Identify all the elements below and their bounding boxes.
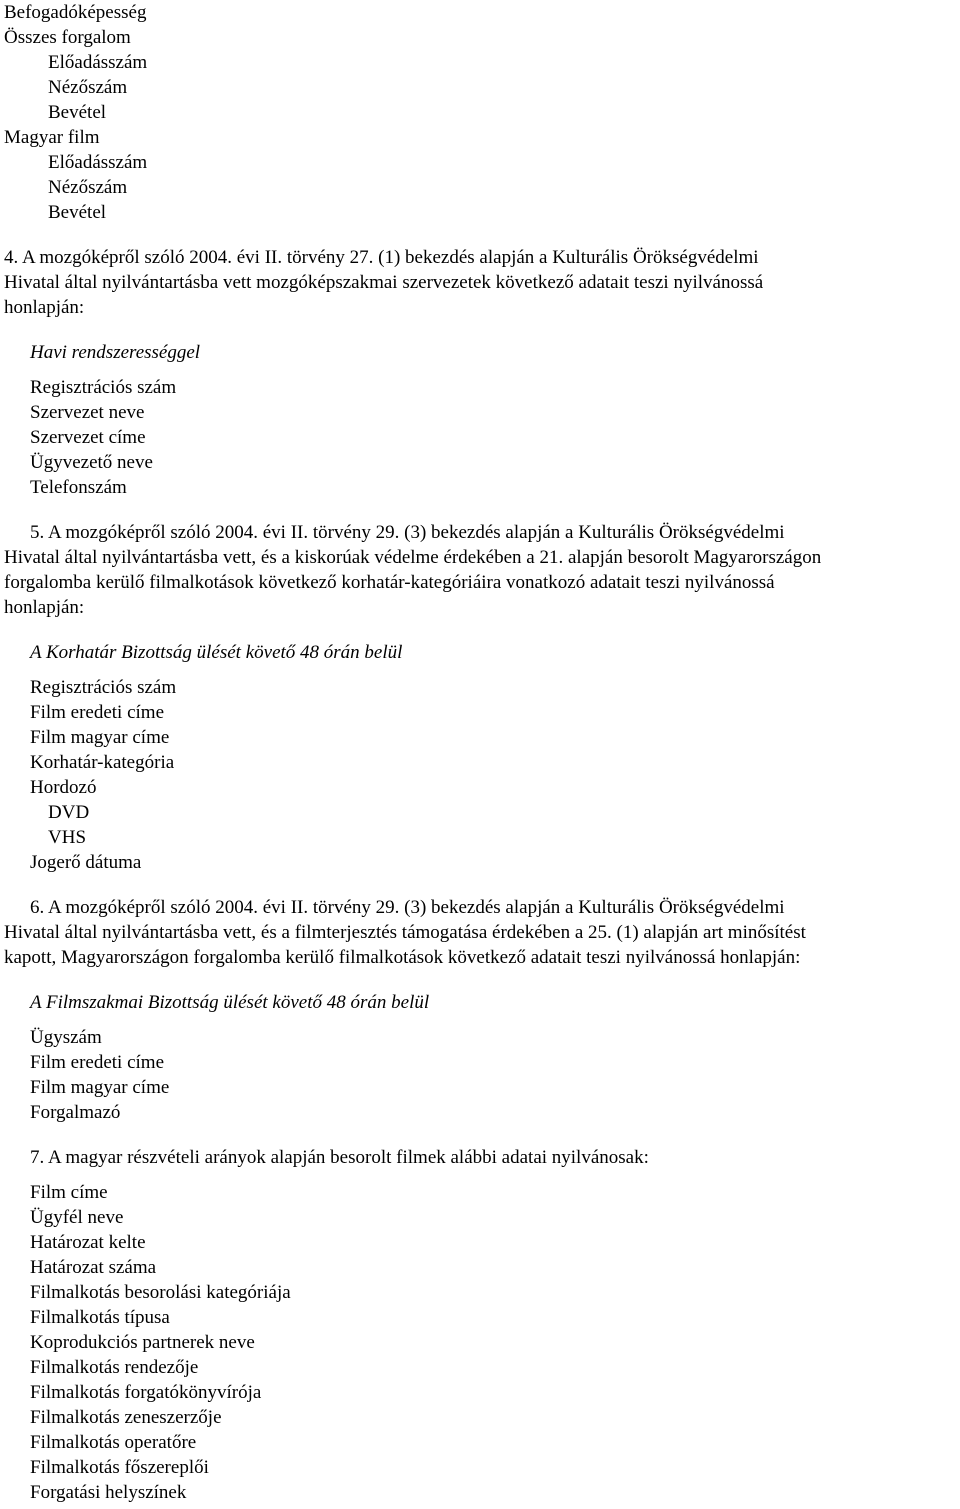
list-item: Bevétel — [48, 202, 107, 223]
section-4-paragraph-line: honlapján: — [4, 297, 85, 318]
section-5-paragraph-line: forgalomba kerülő filmalkotások következő korhatár-kategóriáira vonatkozó adatait teszi nyilvánossá — [4, 572, 775, 593]
list-item: Forgalmazó — [30, 1102, 121, 1123]
list-item: Filmalkotás rendezője — [30, 1357, 199, 1378]
list-item: Filmalkotás forgatókönyvírója — [30, 1382, 262, 1403]
list-item: Magyar film — [4, 127, 100, 148]
list-item: Ügyvezető neve — [30, 452, 153, 473]
list-item: Jogerő dátuma — [30, 852, 142, 873]
section-6-paragraph-line: kapott, Magyarországon forgalomba kerülő filmalkotások következő adatait teszi nyilvánossá honlapján: — [4, 947, 801, 968]
list-item: Szervezet címe — [30, 427, 146, 448]
list-item: Határozat száma — [30, 1257, 157, 1278]
list-item: Film magyar címe — [30, 1077, 170, 1098]
list-item: Film magyar címe — [30, 727, 170, 748]
list-item: Nézőszám — [48, 177, 128, 198]
section-5-paragraph-line: 5. A mozgóképről szóló 2004. évi II. törvény 29. (3) bekezdés alapján a Kulturális Örökségvédelmi — [30, 522, 785, 543]
list-item: Filmalkotás típusa — [30, 1307, 170, 1328]
list-item: Ügyfél neve — [30, 1207, 124, 1228]
list-item: Befogadóképesség — [4, 2, 147, 23]
list-item: Filmalkotás operatőre — [30, 1432, 197, 1453]
list-item: Hordozó — [30, 777, 97, 798]
list-item: Film címe — [30, 1182, 108, 1203]
list-item: Előadásszám — [48, 152, 148, 173]
section-6-heading: A Filmszakmai Bizottság ülését követő 48 órán belül — [30, 992, 430, 1013]
section-6-paragraph-line: Hivatal által nyilvántartásba vett, és a filmterjesztés támogatása érdekében a 25. (1) alapján art minősítést — [4, 922, 806, 943]
section-4-paragraph-line: 4. A mozgóképről szóló 2004. évi II. törvény 27. (1) bekezdés alapján a Kulturális Örökségvédelmi — [4, 247, 759, 268]
list-item: Bevétel — [48, 102, 107, 123]
list-item: Regisztrációs szám — [30, 677, 177, 698]
list-item: DVD — [48, 802, 90, 823]
list-item: Összes forgalom — [4, 27, 131, 48]
list-item: Határozat kelte — [30, 1232, 146, 1253]
list-item: Filmalkotás besorolási kategóriája — [30, 1282, 291, 1303]
list-item: Nézőszám — [48, 77, 128, 98]
section-7-title: 7. A magyar részvételi arányok alapján besorolt filmek alábbi adatai nyilvánosak: — [30, 1147, 649, 1168]
list-item: Filmalkotás zeneszerzője — [30, 1407, 222, 1428]
list-item: Telefonszám — [30, 477, 127, 498]
list-item: Szervezet neve — [30, 402, 145, 423]
list-item: Filmalkotás főszereplői — [30, 1457, 209, 1478]
list-item: VHS — [48, 827, 87, 848]
list-item: Regisztrációs szám — [30, 377, 177, 398]
section-5-paragraph-line: Hivatal által nyilvántartásba vett, és a kiskorúak védelme érdekében a 21. alapján besorolt Magyarországon — [4, 547, 822, 568]
section-5-heading: A Korhatár Bizottság ülését követő 48 órán belül — [30, 642, 403, 663]
list-item: Forgatási helyszínek — [30, 1482, 187, 1503]
list-item: Ügyszám — [30, 1027, 102, 1048]
list-item: Előadásszám — [48, 52, 148, 73]
list-item: Film eredeti címe — [30, 1052, 165, 1073]
section-5-paragraph-line: honlapján: — [4, 597, 85, 618]
section-4-paragraph-line: Hivatal által nyilvántartásba vett mozgóképszakmai szervezetek következő adatait teszi nyilvánossá — [4, 272, 764, 293]
section-6-paragraph-line: 6. A mozgóképről szóló 2004. évi II. törvény 29. (3) bekezdés alapján a Kulturális Örökségvédelmi — [30, 897, 785, 918]
list-item: Korhatár-kategória — [30, 752, 175, 773]
list-item: Koprodukciós partnerek neve — [30, 1332, 255, 1353]
list-item: Film eredeti címe — [30, 702, 165, 723]
section-4-heading: Havi rendszerességgel — [30, 342, 201, 363]
